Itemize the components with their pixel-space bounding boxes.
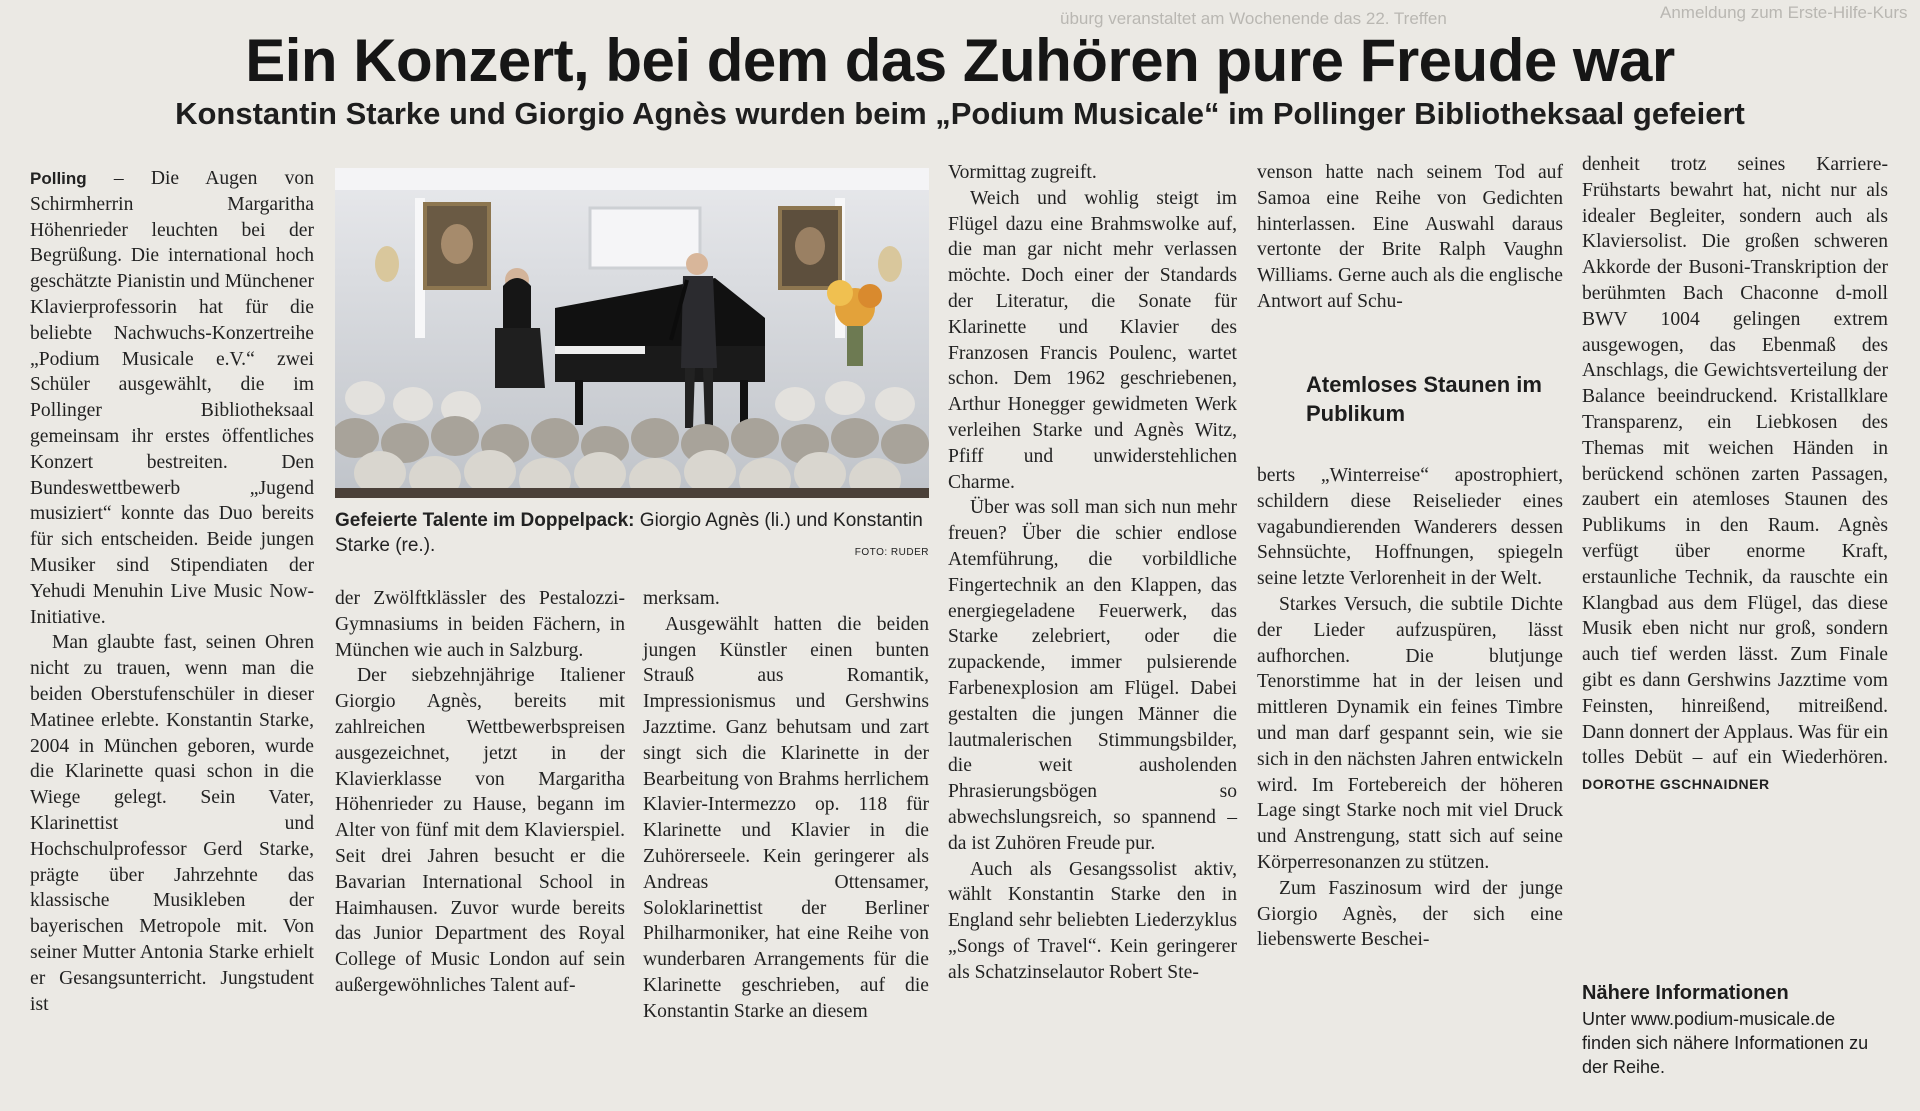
photo-caption <box>335 508 929 558</box>
paragraph: denheit trotz seines Karriere-Frühstarts bewahrt hat, nicht nur als idealer Begleiter, sondern auch als Klaviersolist. Die großen schweren Akkorde der Busoni-Transkription der berühmten Bach Chaconne d-moll BWV 1004 gelingen extrem ausgewogen, das Ebenmaß des Anschlags, die Gewichtsverteilung der Balance beeindruckend. Kristallklare Transparenz, ein Liebkosen des Themas mit weichen Händen in berückend schönen zarten Passagen, zaubert ein atemloses Staunen des Publikums in den Raum. Agnès verfügt über enorme Kraft, erstaunliche Technik, da rauschte ein Klangbad aus dem Flügel, das diese Musik eben nicht nur groß, sondern auch tief werden lässt. Zum Finale gibt es dann Gershwins Jazztime vom Feinsten, hinreißend, mitreißend. Dann donnert der Applaus. Was für ein tolles Debüt – auf ein Wiederhören. DOROTHE GSCHNAIDNER <box>1582 154 1888 793</box>
paragraph: merksam. <box>643 588 720 609</box>
paragraph: Man glaubte fast, seinen Ohren nicht zu trauen, wenn man die beiden Oberstufenschüler in dieser Matinee erlebte. Konstantin Starke, 2004 in München geboren, wurde die Klarinette quasi schon in die Wiege gelegt. Sein Vater, Klarinettist und Hochschulprofessor Gerd Starke, prägte über Jahrzehnte das klassische Musikleben der bayerischen Metropole mit. Von seiner Mutter Antonia Starke erhielt er Gesangsunterricht. Jungstudent ist <box>30 632 314 1015</box>
caption-text: Giorgio Agnès (li.) und Konstantin Starke (re.). <box>335 510 923 556</box>
info-box <box>1582 982 1882 1079</box>
info-text: Unter www.podium-musicale.de finden sich nähere Informationen zu der Reihe. <box>1582 1009 1869 1077</box>
paragraph: Auch als Gesangssolist aktiv, wählt Konstantin Starke den in England sehr beliebten Liederzyklus „Songs of Travel“. Kein geringerer als Schatzinselautor Robert Ste- <box>948 858 1237 983</box>
bleed-text-top-right: Anmeldung zum Erste-Hilfe-Kurs <box>1660 3 1908 22</box>
paragraph: Zum Faszinosum wird der junge Giorgio Agnès, der sich eine liebenswerte Beschei- <box>1257 877 1563 951</box>
paragraph: der Zwölftklässler des Pestalozzi-Gymnasiums in beiden Fächern, in München wie auch in Salzburg. <box>335 588 625 661</box>
column-5-continued <box>1257 463 1563 953</box>
paragraph: Starkes Versuch, die subtile Dichte der Lieder aufzuspüren, lässt aufhorchen. Die blutjunge Tenorstimme hat in der leisen und mittleren Dynamik ein feines Timbre und man darf gespannt sein, wie sie sich in den nächsten Jahren entwickeln wird. Im Fortebereich der höheren Lage singt Starke noch mit viel Druck und Anstrengung, statt sich auf seine Körperresonanzen zu stützen. <box>1257 593 1563 873</box>
column-2 <box>335 586 625 999</box>
column-5 <box>1257 160 1563 315</box>
dateline: Polling <box>30 169 87 188</box>
photo-credit: FOTO: RUDER <box>854 547 929 558</box>
concert-illustration <box>335 168 929 498</box>
paragraph: Der siebzehnjährige Italiener Giorgio Agnès, bereits mit zahlreichen Wettbewerbspreisen ausgezeichnet, jetzt in der Klavierklasse von Margaritha Höhenrieder zu Hause, begann im Alter von fünf mit dem Klavierspiel. Seit drei Jahren besucht er die Bavarian International School in Haimhausen. Zuvor wurde bereits das Junior Department des Royal College of Music London auf sein außergewöhnliches Talent auf- <box>335 665 625 996</box>
paragraph: Weich und wohlig steigt im Flügel dazu eine Brahmswolke auf, die man gar nicht mehr verlassen möchte. Doch einer der Standards der Literatur, die Sonate für Klarinette und Klavier des Franzosen Francis Poulenc, wartet schon. Dem 1962 geschriebenen, Arthur Honegger gewidmeten Werk verleihen Starke und Agnès Witz, Pfiff und unwiderstehlichen Charme. <box>948 187 1237 493</box>
section-subheading: Atemloses Staunen im Publikum <box>1306 372 1542 426</box>
subheadline: Konstantin Starke und Giorgio Agnès wurden beim „Podium Musicale“ im Pollinger Bibliotheksaal gefeiert <box>175 96 1745 131</box>
column-3 <box>643 586 929 1025</box>
concert-photo <box>335 168 929 498</box>
caption-lead: Gefeierte Talente im Doppelpack: <box>335 510 635 531</box>
column-4 <box>948 160 1237 986</box>
info-title: Nähere Informationen <box>1582 982 1789 1004</box>
headline: Ein Konzert, bei dem das Zuhören pure Freude war <box>245 27 1675 94</box>
paragraph: Ausgewählt hatten die beiden jungen Künstler einen bunten Strauß aus Romantik, Impressionismus und Gershwins Jazztime. Ganz behutsam und zart singt sich die Klarinette in der Bearbeitung von Brahms herrlichem Klavier-Intermezzo op. 118 für Klarinette und Klavier in die Zuhörerseele. Kein geringerer als Andreas Ottensamer, Soloklarinettist der Berliner Philharmoniker, hat eine Reihe von wunderbaren Arrangements für die Klarinette geschrieben, auf die Konstantin Starke an diesem <box>643 613 929 1022</box>
paragraph: berts „Winterreise“ apostrophiert, schildern diese Reiselieder eines vagabundierenden Wanderers dessen Sehnsüchte, Hoffnungen, spiegeln seine letzte Verlorenheit in der Welt. <box>1257 465 1563 590</box>
column-1 <box>30 166 314 1017</box>
column-6 <box>1582 152 1888 798</box>
paragraph: venson hatte nach seinem Tod auf Samoa eine Reihe von Gedichten hinterlassen. Eine Auswahl daraus vertonte der Brite Ralph Vaughn Williams. Gerne auch als die englische Antwort auf Schu- <box>1257 162 1563 312</box>
paragraph: Vormittag zugreift. <box>948 162 1097 183</box>
paragraph: Polling – Die Augen von Schirmherrin Margaritha Höhenrieder leuchten bei der Begrüßung. Die international hoch geschätzte Pianistin und Münchener Klavierprofessorin hat für die beliebte Nachwuchs-Konzertreihe „Podium Musicale e.V.“ zwei Schüler ausgewählt, die im Pollinger Bibliotheksaal gemeinsam ihr erstes öffentliches Konzert bestreiten. Den Bundeswettbewerb „Jugend musiziert“ konnte das Duo bereits für sich entscheiden. Beide jungen Musiker sind Stipendiaten der Yehudi Menuhin Live Music Now-Initiative. <box>30 168 314 628</box>
paragraph: Über was soll man sich nun mehr freuen? Über die schier endlose Atemführung, die vorbildliche Fingertechnik an den Klappen, das energiegeladene Feuerwerk, das Starke zelebriert, oder die zupackende, immer pulsierende Farbenexplosion am Flügel. Dabei gestalten die jungen Männer die lautmalerischen Stimmungsbilder, die weit ausholenden Phrasierungsbögen so abwechslungsreich, so spannend – da ist Zuhören Freude pur. <box>948 497 1237 854</box>
bleed-text-top-middle: üburg veranstaltet am Wochenende das 22. Treffen <box>1060 9 1447 28</box>
author-byline: DOROTHE GSCHNAIDNER <box>1582 776 1770 793</box>
